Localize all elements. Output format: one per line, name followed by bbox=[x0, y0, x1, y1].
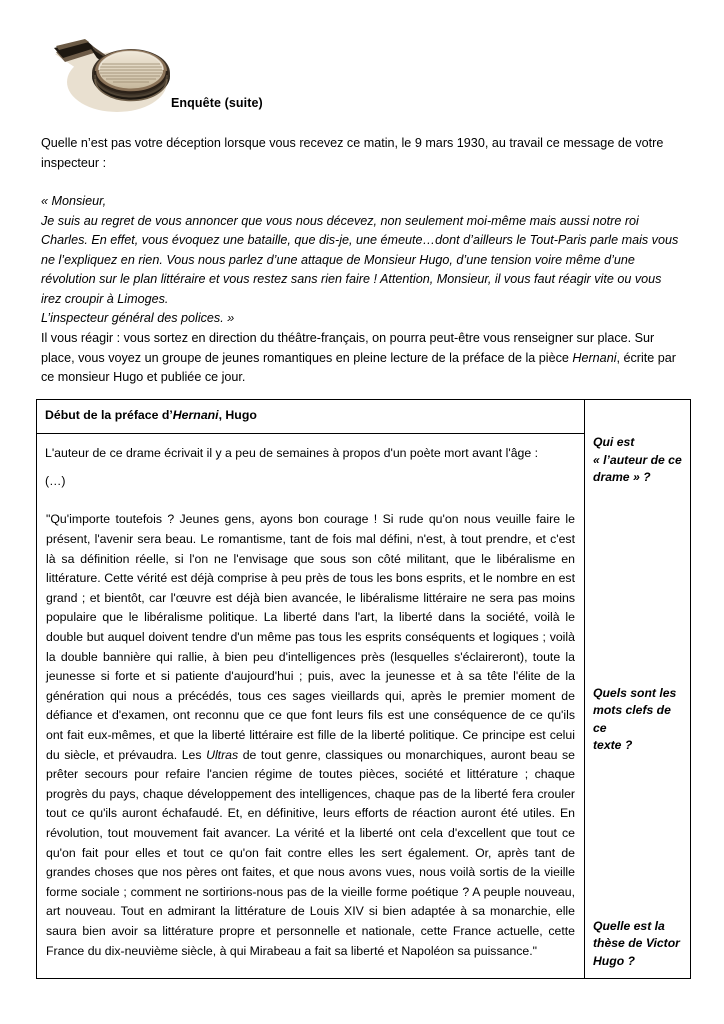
question-mots-clefs-line-2: mots clefs de ce bbox=[593, 703, 671, 735]
preface-heading-before: Début de la préface d’ bbox=[45, 408, 173, 422]
preface-quote-part-1: "Qu'importe toutefois ? Jeunes gens, ayons bon courage ! Si rude qu'on nous veuille faire le présent, l'avenir sera beau. Le romantisme, tant de fois mal défini, n'est, à tout prendre, et c'est là sa définition réelle, si l'on ne l'envisage que sous son côté militant, que le libéralisme en littérature. Cette vérité est déjà comprise à peu près de tous les bons esprits, et le nombre en est grand ; et bientôt, car l'œuvre est déjà bien avancée, le libéralisme littéraire ne sera pas moins populaire que le libéralisme politique. La liberté dans l'art, la liberté dans la société, voilà le double but auquel doivent tendre d'un même pas tous les esprits conséquents et logiques ; voilà la double bannière qui rallie, à bien peu d'intelligences près (lesquelles s'éclaireront), toute la jeunesse si forte et si patiente d'aujourd'hui ; puis, avec la jeunesse et à sa tête l'élite de la génération qui nous a précédés, tous ces sages vieillards qui, après le premier moment de défiance et d'examen, ont reconnu que ce que font leurs fils est une conséquence de ce qu'ils ont fait eux-mêmes, et que la liberté littéraire est fille de la liberté politique. Ce principe est celui du siècle, et prévaudra. Les bbox=[46, 512, 575, 762]
preface-heading-italic: Hernani bbox=[172, 408, 219, 422]
question-auteur-line-1: Qui est bbox=[593, 435, 635, 449]
question-auteur-line-2: « l’auteur de ce bbox=[593, 452, 682, 467]
letter-line-1: « Monsieur, bbox=[41, 194, 107, 208]
table-cell-preface-quote bbox=[37, 501, 585, 978]
preface-quote-part-2: de tout genre, classiques ou monarchiques, auront beau se prêter secours pour refaire l'ancien régime de toutes pièces, société et littérature ; chaque progrès du pays, chaque développement des intelligences, chaque pas de la liberté fera crouler tout ce qu'ils auront échafaudé. Et, en définitive, leurs efforts de réaction auront été utiles. En révolution, tout mouvement fait avancer. La vérité et la liberté ont cela d'excellent que tout ce qu'on fait pour elles et tout ce qu'on fait contre elles les sert également. Or, après tant de grandes choses que nos pères ont faites, et que nous avons vues, nous voilà sortis de la vieille forme sociale ; comment ne sortirions-nous pas de la vieille forme poétique ? A peuple nouveau, art nouveau. Tout en admirant la littérature de Louis XIV si bien adaptée à sa monarchie, elle saura bien avoir sa littérature propre et personnelle et nationale, cette France actuelle, cette France du dix-neuvième siècle, à qui Mirabeau a fait sa liberté et Napoléon sa puissance." bbox=[46, 747, 575, 958]
question-auteur bbox=[585, 400, 690, 495]
header-block bbox=[41, 30, 661, 122]
preface-table bbox=[36, 399, 691, 979]
table-cell-questions-column bbox=[585, 400, 691, 979]
question-these-line-3: Hugo ? bbox=[593, 953, 635, 968]
question-mots-clefs bbox=[585, 685, 690, 763]
intro-paragraph: Quelle n’est pas votre déception lorsque vous recevez ce matin, le 9 mars 1930, au travail ce message de votre inspecteur : bbox=[41, 136, 664, 170]
hernani-title-italic: Hernani bbox=[572, 350, 617, 365]
letter-line-3: L’inspecteur général des polices. » bbox=[41, 311, 235, 325]
question-mots-clefs-line-3: texte ? bbox=[593, 738, 633, 752]
inspector-letter bbox=[41, 192, 684, 329]
preface-ellipsis: (…) bbox=[45, 473, 66, 488]
question-these-line-1: Quelle est la bbox=[593, 918, 665, 933]
table-row-header bbox=[37, 400, 691, 434]
question-these bbox=[585, 918, 690, 979]
letter-line-2: Je suis au regret de vous annoncer que vous nous décevez, non seulement moi-même mais aussi notre roi Charles. En effet, vous évoquez une bataille, que dis-je, une émeute…dont d’ailleurs le Tout-Paris parle mais vous ne l’expliquez en rien. Vous nous parlez d’une attaque de Monsieur Hugo, d’une tension voire même d’une révolution sur le plan littéraire et vous restez sans rien faire ! Attention, Monsieur, il vous faut réagir vite ou vous irez croupir à Limoges. bbox=[41, 213, 679, 306]
page-title: Enquête (suite) bbox=[171, 96, 263, 110]
question-auteur-line-3: drame » ? bbox=[593, 470, 651, 484]
table-cell-ellipsis bbox=[37, 468, 585, 501]
ultras-italic: Ultras bbox=[206, 747, 239, 762]
preface-quote bbox=[37, 501, 584, 971]
reaction-text-after: , écrite par ce monsieur Hugo et publiée ce jour. bbox=[41, 350, 676, 384]
reaction-paragraph bbox=[41, 329, 684, 388]
question-these-line-2: thèse de Victor bbox=[593, 936, 680, 950]
preface-intro-line: L'auteur de ce drame écrivait il y a peu de semaines à propos d'un poète mort avant l'âge : bbox=[45, 446, 539, 461]
question-mots-clefs-line-1: Quels sont les bbox=[593, 685, 677, 700]
reaction-text-before: Il vous réagir : vous sortez en direction du théâtre-français, on pourra peut-être vous renseigner sur place. Sur place, vous voyez un groupe de jeunes romantiques en pleine lecture de la préface de la pièce bbox=[41, 331, 655, 365]
table-cell-preface-header bbox=[37, 400, 585, 434]
magnifying-glass-icon bbox=[45, 30, 175, 118]
preface-heading bbox=[37, 400, 584, 433]
table-cell-preface-intro bbox=[37, 434, 585, 468]
preface-heading-after: , Hugo bbox=[218, 408, 257, 422]
